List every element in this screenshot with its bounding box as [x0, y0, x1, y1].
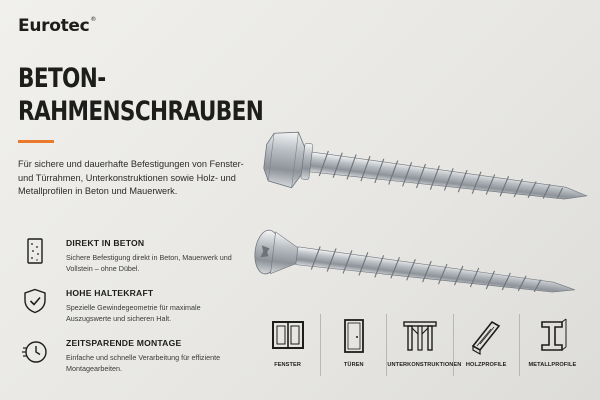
- metal-profile-icon: [534, 316, 570, 356]
- brand-name: Eurotec: [18, 16, 90, 36]
- feature-description: Sichere Befestigung direkt in Beton, Mauerwerk und Vollstein – ohne Dübel.: [66, 253, 232, 273]
- application-item: [519, 314, 585, 376]
- concrete-block-icon: [22, 238, 48, 264]
- accent-bar: [18, 140, 54, 143]
- feature-item: [18, 238, 248, 286]
- substructure-icon: [402, 316, 438, 356]
- application-label: FENSTER: [274, 362, 301, 368]
- feature-item: [18, 338, 248, 386]
- application-label: UNTERKONSTRUKTIONEN: [387, 362, 462, 368]
- application-item: [320, 314, 386, 376]
- feature-item: [18, 288, 248, 336]
- feature-title: DIREKT IN BETON: [66, 238, 145, 248]
- feature-description: Spezielle Gewindegeometrie für maximale Auszugswerte und sicheren Halt.: [66, 303, 201, 323]
- countersunk-screw-image: [243, 214, 583, 294]
- brand-logo: [18, 16, 96, 36]
- page-title: [18, 62, 263, 128]
- door-icon: [336, 316, 372, 356]
- intro-text: Für sichere und dauerhafte Befestigungen von Fenster- und Türrahmen, Unterkonstruktionen sowie Holz- und Metallprofilen in Beton und Mauerwerk.: [18, 159, 244, 197]
- feature-list: [18, 238, 248, 386]
- stopwatch-icon: [22, 338, 48, 364]
- hex-head-screw-image: [255, 120, 595, 200]
- application-label: TÜREN: [343, 362, 364, 368]
- feature-title: ZEITSPARENDE MONTAGE: [66, 338, 182, 348]
- title-line-2: RAHMENSCHRAUBEN: [18, 96, 264, 127]
- application-item: [386, 314, 462, 376]
- title-line-1: BETON-: [18, 63, 106, 94]
- feature-title: HOHE HALTEKRAFT: [66, 288, 154, 298]
- window-icon: [270, 316, 306, 356]
- shield-check-icon: [22, 288, 48, 314]
- wood-profile-icon: [468, 316, 504, 356]
- application-item: [453, 314, 519, 376]
- application-bar: [255, 314, 585, 376]
- application-label: HOLZPROFILE: [465, 362, 507, 368]
- application-item: [255, 314, 320, 376]
- application-label: METALLPROFILE: [528, 362, 577, 368]
- registered-mark: ®: [90, 16, 97, 23]
- feature-description: Einfache und schnelle Verarbeitung für effiziente Montagearbeiten.: [66, 353, 221, 373]
